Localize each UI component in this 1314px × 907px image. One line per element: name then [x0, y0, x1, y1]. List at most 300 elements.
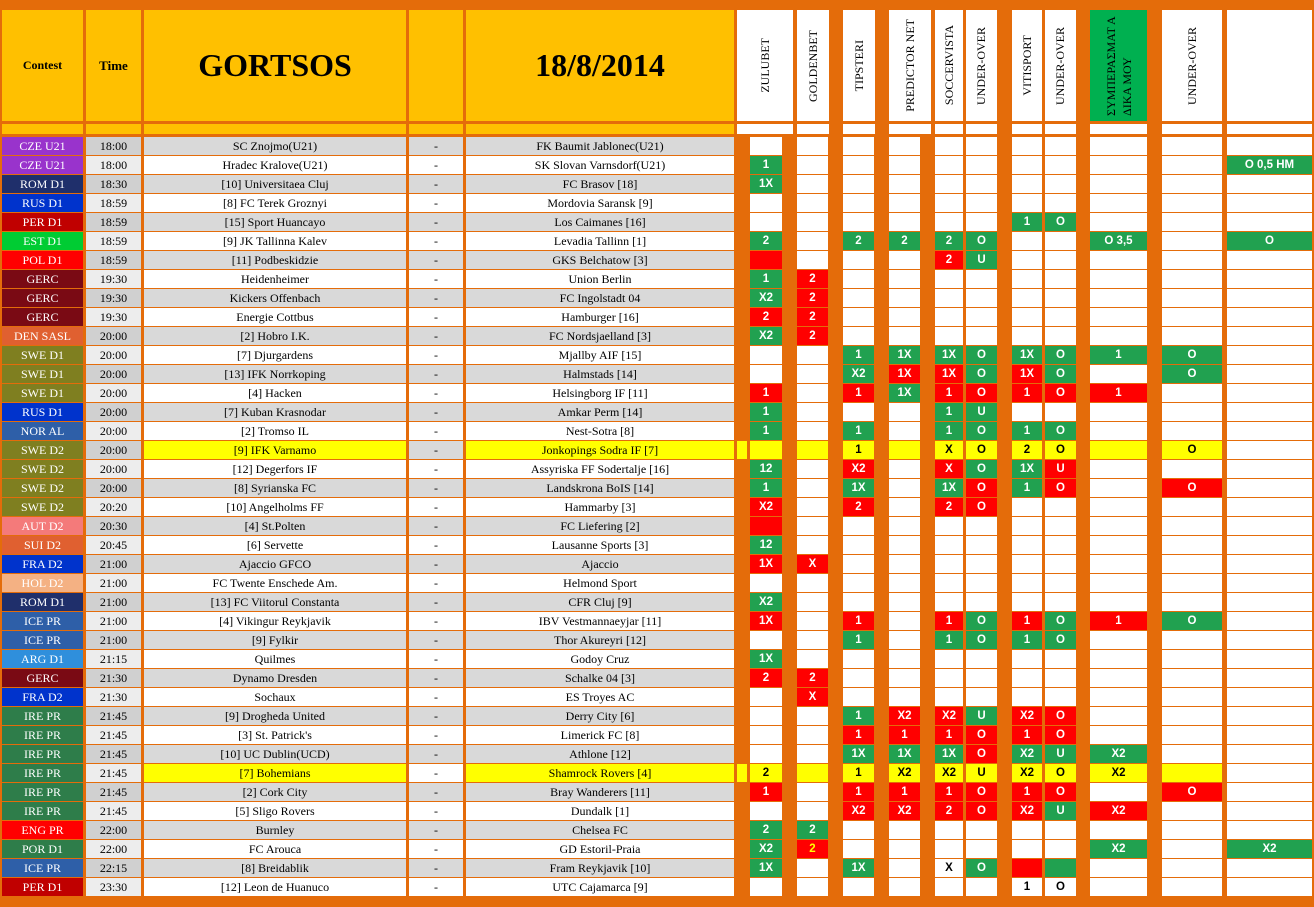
column-header-label: PREDICTOR NET [902, 19, 917, 112]
separator-header [409, 10, 463, 121]
time-cell: 21:45 [86, 764, 141, 782]
tip-cell: O [966, 802, 997, 820]
tip-cell [889, 156, 920, 174]
tip-cell [843, 593, 874, 611]
tip-cell: X2 [1227, 840, 1312, 858]
header-spacer [86, 124, 141, 134]
tip-cell: O [1045, 384, 1076, 402]
tip-cell [935, 688, 963, 706]
tip-cell: 12 [750, 460, 782, 478]
header-spacer [466, 124, 734, 134]
tip-cell [1227, 764, 1312, 782]
league-cell: NOR AL [2, 422, 83, 440]
tip-cell: 1X [750, 555, 782, 573]
league-cell: FRA D2 [2, 688, 83, 706]
tip-cell [889, 460, 920, 478]
tip-cell [797, 365, 828, 383]
tip-cell: U [966, 403, 997, 421]
away-team-cell: Lausanne Sports [3] [466, 536, 734, 554]
tip-cell: X2 [843, 802, 874, 820]
tip-cell: X2 [1012, 764, 1042, 782]
tip-cell [966, 289, 997, 307]
tip-cell [935, 555, 963, 573]
tip-cell [1045, 650, 1076, 668]
tip-cell: X2 [750, 593, 782, 611]
tip-cell: 1 [750, 783, 782, 801]
tip-cell [935, 137, 963, 155]
league-cell: CZE U21 [2, 156, 83, 174]
tip-cell: X2 [1090, 764, 1147, 782]
separator-cell: - [409, 384, 463, 402]
tip-cell: 2 [797, 308, 828, 326]
home-team-cell: [12] Leon de Huanuco [144, 878, 406, 896]
tip-cell [966, 688, 997, 706]
tip-cell [1090, 403, 1147, 421]
tip-cell [797, 517, 828, 535]
league-cell: GERC [2, 289, 83, 307]
home-team-cell: [4] Hacken [144, 384, 406, 402]
tip-cell [843, 270, 874, 288]
tip-cell [1227, 517, 1312, 535]
column-header-label: UNDER-OVER [1184, 26, 1199, 105]
away-team-cell: Hammarby [3] [466, 498, 734, 516]
tip-cell: X2 [843, 460, 874, 478]
tip-cell [1162, 574, 1222, 592]
tip-cell [1090, 327, 1147, 345]
tip-cell: O 0,5 HM [1227, 156, 1312, 174]
tip-cell [797, 859, 828, 877]
tip-cell [1090, 574, 1147, 592]
tip-cell [935, 574, 963, 592]
home-team-cell: Sochaux [144, 688, 406, 706]
column-header-label: UNDER-OVER [974, 26, 988, 105]
tip-cell [1012, 574, 1042, 592]
tip-cell [1162, 175, 1222, 193]
tip-cell [843, 688, 874, 706]
tip-cell [843, 821, 874, 839]
tip-cell: 1X [750, 650, 782, 668]
tip-cell: X2 [750, 840, 782, 858]
tip-cell [1162, 403, 1222, 421]
tip-cell [966, 650, 997, 668]
tip-cell: O [966, 384, 997, 402]
tip-cell [889, 175, 920, 193]
tip-cell [966, 593, 997, 611]
tip-cell: 1 [1012, 726, 1042, 744]
away-team-cell: Godoy Cruz [466, 650, 734, 668]
home-team-cell: [10] Angelholms FF [144, 498, 406, 516]
tip-cell [1012, 821, 1042, 839]
tip-cell [889, 251, 920, 269]
tip-cell [1090, 137, 1147, 155]
tip-cell [889, 669, 920, 687]
tip-cell [1162, 194, 1222, 212]
tip-cell [1162, 137, 1222, 155]
separator-cell: - [409, 213, 463, 231]
tip-cell [889, 536, 920, 554]
separator-cell: - [409, 688, 463, 706]
separator-cell: - [409, 821, 463, 839]
tip-cell: X2 [750, 327, 782, 345]
league-cell: ICE PR [2, 612, 83, 630]
tip-cell: 2 [935, 498, 963, 516]
column-header-7 [1012, 10, 1042, 121]
tip-cell: X2 [935, 764, 963, 782]
tip-cell: X2 [1012, 707, 1042, 725]
tip-cell [1227, 308, 1312, 326]
separator-cell: - [409, 403, 463, 421]
tip-cell: 1 [935, 422, 963, 440]
tip-cell [1227, 878, 1312, 896]
separator-cell: - [409, 175, 463, 193]
tip-cell [797, 745, 828, 763]
tip-cell: 2 [797, 821, 828, 839]
tip-cell [797, 251, 828, 269]
tip-cell [750, 365, 782, 383]
tip-cell [1162, 688, 1222, 706]
tip-cell [1090, 726, 1147, 744]
time-cell: 22:00 [86, 821, 141, 839]
tip-cell: 1 [889, 726, 920, 744]
tip-cell [750, 574, 782, 592]
tip-cell [1045, 840, 1076, 858]
tip-cell [797, 878, 828, 896]
league-cell: FRA D2 [2, 555, 83, 573]
time-cell: 21:30 [86, 688, 141, 706]
tip-cell [1045, 669, 1076, 687]
tip-cell [1162, 650, 1222, 668]
league-cell: ROM D1 [2, 175, 83, 193]
tip-cell: 1 [1012, 631, 1042, 649]
tip-cell: 1X [1012, 346, 1042, 364]
time-cell: 18:59 [86, 232, 141, 250]
away-team-cell: FC Brasov [18] [466, 175, 734, 193]
away-team-cell: FC Nordsjaelland [3] [466, 327, 734, 345]
tip-cell [935, 270, 963, 288]
away-team-cell: Jonkopings Sodra IF [7] [466, 441, 734, 459]
away-team-cell: FC Liefering [2] [466, 517, 734, 535]
tip-cell: 1X [750, 859, 782, 877]
league-cell: SWE D1 [2, 346, 83, 364]
home-team-cell: Heidenheimer [144, 270, 406, 288]
tip-cell [1012, 688, 1042, 706]
tip-cell: O [1045, 441, 1076, 459]
tip-cell [797, 232, 828, 250]
tip-cell [843, 327, 874, 345]
tip-cell: 1X [889, 346, 920, 364]
tip-cell [797, 726, 828, 744]
time-cell: 21:45 [86, 745, 141, 763]
tip-cell [843, 650, 874, 668]
tip-cell [1012, 270, 1042, 288]
separator-cell: - [409, 346, 463, 364]
tip-cell [1227, 327, 1312, 345]
tip-cell: 1 [843, 783, 874, 801]
away-team-cell: Schalke 04 [3] [466, 669, 734, 687]
time-cell: 20:00 [86, 441, 141, 459]
separator-cell: - [409, 232, 463, 250]
separator-cell: - [409, 707, 463, 725]
league-cell: RUS D1 [2, 194, 83, 212]
league-cell: ICE PR [2, 631, 83, 649]
league-cell: SWE D2 [2, 441, 83, 459]
away-team-cell: Los Caimanes [16] [466, 213, 734, 231]
tip-cell: U [966, 764, 997, 782]
league-cell: SWE D1 [2, 365, 83, 383]
column-header-label: ΣΥΜΠΕΡΑΣΜΑΤ Α ΔΙΚΑ ΜΟΥ [1103, 16, 1134, 116]
tip-cell [797, 593, 828, 611]
tip-cell [1227, 707, 1312, 725]
tip-cell [1227, 422, 1312, 440]
tip-cell [966, 194, 997, 212]
tip-cell [1162, 536, 1222, 554]
tip-cell: 2 [750, 232, 782, 250]
separator-cell: - [409, 270, 463, 288]
tip-cell [1090, 308, 1147, 326]
home-team-cell: [12] Degerfors IF [144, 460, 406, 478]
home-team-cell: [10] Universitaea Cluj [144, 175, 406, 193]
tip-cell [1227, 346, 1312, 364]
tip-cell [843, 840, 874, 858]
home-team-cell: SC Znojmo(U21) [144, 137, 406, 155]
tip-cell: 2 [797, 669, 828, 687]
tip-cell [1045, 688, 1076, 706]
tip-cell [1090, 536, 1147, 554]
tip-cell [1045, 232, 1076, 250]
home-team-cell: [8] Syrianska FC [144, 479, 406, 497]
tip-cell [1227, 631, 1312, 649]
tip-cell: O [966, 422, 997, 440]
tip-cell: O [1045, 764, 1076, 782]
tip-cell [1090, 460, 1147, 478]
tip-cell: 2 [750, 821, 782, 839]
tip-cell: 1 [750, 403, 782, 421]
tip-cell: O [1045, 878, 1076, 896]
column-header-label: GOLDENBET [805, 29, 820, 102]
time-cell: 18:59 [86, 194, 141, 212]
tip-cell [1227, 612, 1312, 630]
separator-cell: - [409, 802, 463, 820]
tip-cell [1090, 650, 1147, 668]
tip-cell [750, 346, 782, 364]
separator-cell: - [409, 251, 463, 269]
tip-cell [1090, 707, 1147, 725]
tip-cell [1090, 156, 1147, 174]
tip-cell [1090, 175, 1147, 193]
separator-cell: - [409, 327, 463, 345]
tip-cell [1090, 289, 1147, 307]
tip-cell: 1 [1012, 384, 1042, 402]
league-cell: IRE PR [2, 707, 83, 725]
column-header-10 [1162, 10, 1222, 121]
home-team-cell: [13] IFK Norrkoping [144, 365, 406, 383]
tip-cell: X2 [935, 707, 963, 725]
time-cell: 20:00 [86, 327, 141, 345]
tip-cell [935, 327, 963, 345]
tip-cell [1162, 517, 1222, 535]
tip-cell: O [966, 479, 997, 497]
league-cell: POR D1 [2, 840, 83, 858]
tip-cell [1162, 422, 1222, 440]
tip-cell: 2 [1012, 441, 1042, 459]
tip-cell [1012, 498, 1042, 516]
separator-cell: - [409, 783, 463, 801]
away-team-cell: Amkar Perm [14] [466, 403, 734, 421]
tip-cell: O [1162, 365, 1222, 383]
tip-cell: 1X [843, 859, 874, 877]
tip-cell [966, 270, 997, 288]
tip-cell [750, 688, 782, 706]
tip-cell [1162, 802, 1222, 820]
tip-cell [1090, 669, 1147, 687]
tip-cell [889, 194, 920, 212]
tip-cell [1162, 270, 1222, 288]
tip-cell [843, 213, 874, 231]
tip-cell [1090, 517, 1147, 535]
away-team-cell: Mordovia Saransk [9] [466, 194, 734, 212]
tip-cell [1162, 498, 1222, 516]
tip-cell: 1X [843, 479, 874, 497]
tip-cell [1162, 593, 1222, 611]
tip-cell: 1 [843, 346, 874, 364]
tip-cell [1045, 175, 1076, 193]
separator-cell: - [409, 650, 463, 668]
tip-cell: X [935, 441, 963, 459]
column-header-4 [889, 10, 931, 121]
away-team-cell: Ajaccio [466, 555, 734, 573]
tip-cell: U [1045, 745, 1076, 763]
tip-cell [1012, 194, 1042, 212]
tip-cell [935, 213, 963, 231]
home-team-cell: [3] St. Patrick's [144, 726, 406, 744]
tip-cell: O [1045, 707, 1076, 725]
tip-cell: O [1045, 213, 1076, 231]
tip-cell [1227, 213, 1312, 231]
tip-cell [1162, 631, 1222, 649]
tip-cell [843, 574, 874, 592]
home-team-cell: [9] Fylkir [144, 631, 406, 649]
home-team-cell: [9] Drogheda United [144, 707, 406, 725]
tip-cell [1090, 859, 1147, 877]
tip-cell: O [1045, 726, 1076, 744]
tip-cell [1162, 251, 1222, 269]
tip-cell: 1 [843, 631, 874, 649]
tip-cell [843, 289, 874, 307]
home-team-cell: [11] Podbeskidzie [144, 251, 406, 269]
header-spacer [889, 124, 931, 134]
tip-cell [1227, 574, 1312, 592]
tip-cell [935, 878, 963, 896]
tip-cell [1227, 251, 1312, 269]
tip-cell [797, 194, 828, 212]
header-spacer [966, 124, 997, 134]
tip-cell: O [1045, 365, 1076, 383]
home-team-cell: [2] Cork City [144, 783, 406, 801]
tip-cell [750, 631, 782, 649]
league-cell: POL D1 [2, 251, 83, 269]
separator-cell: - [409, 517, 463, 535]
tip-cell: 1 [843, 707, 874, 725]
tip-cell [966, 308, 997, 326]
tip-cell: 2 [935, 802, 963, 820]
tip-cell [889, 688, 920, 706]
away-team-cell: Athlone [12] [466, 745, 734, 763]
separator-cell: - [409, 479, 463, 497]
home-team-cell: [7] Kuban Krasnodar [144, 403, 406, 421]
tip-cell: 2 [889, 232, 920, 250]
home-team-cell: [15] Sport Huancayo [144, 213, 406, 231]
tip-cell: O [1162, 783, 1222, 801]
column-header-1 [737, 10, 793, 121]
tip-cell: 2 [750, 308, 782, 326]
separator-cell: - [409, 536, 463, 554]
league-cell: ROM D1 [2, 593, 83, 611]
tip-cell: O [966, 441, 997, 459]
away-team-cell: UTC Cajamarca [9] [466, 878, 734, 896]
time-header: Time [86, 10, 141, 121]
away-team-cell: Union Berlin [466, 270, 734, 288]
tip-cell: O [966, 859, 997, 877]
tip-cell [1012, 403, 1042, 421]
tip-cell: 1 [750, 270, 782, 288]
tip-cell [1162, 745, 1222, 763]
tip-cell [889, 593, 920, 611]
tip-cell [750, 194, 782, 212]
separator-cell: - [409, 840, 463, 858]
tip-cell [935, 593, 963, 611]
home-team-cell: [9] JK Tallinna Kalev [144, 232, 406, 250]
time-cell: 19:30 [86, 289, 141, 307]
tip-cell [1012, 840, 1042, 858]
tip-cell: 1 [935, 403, 963, 421]
tip-cell [797, 764, 828, 782]
tip-cell: 1X [889, 745, 920, 763]
home-team-cell: Burnley [144, 821, 406, 839]
tip-cell: O [1227, 232, 1312, 250]
column-header-label: UNDER-OVER [1053, 26, 1067, 105]
home-team-cell: Dynamo Dresden [144, 669, 406, 687]
tip-cell [1090, 422, 1147, 440]
away-team-cell: Halmstads [14] [466, 365, 734, 383]
tip-cell [1090, 270, 1147, 288]
tip-cell: X2 [843, 365, 874, 383]
tip-cell [1090, 555, 1147, 573]
tip-cell [889, 878, 920, 896]
column-header-11 [1227, 10, 1312, 121]
tip-cell [889, 479, 920, 497]
tip-cell [1162, 308, 1222, 326]
tip-cell: 1 [750, 384, 782, 402]
tip-cell: 1 [935, 726, 963, 744]
tip-cell: 1 [935, 384, 963, 402]
tip-cell [1045, 308, 1076, 326]
league-cell: IRE PR [2, 802, 83, 820]
tip-cell: X [935, 859, 963, 877]
tip-cell: O [1045, 631, 1076, 649]
tip-cell: 1 [1090, 384, 1147, 402]
tip-cell [1090, 441, 1147, 459]
tip-cell [1162, 840, 1222, 858]
tip-cell: X2 [889, 802, 920, 820]
tip-cell: 2 [843, 498, 874, 516]
tip-cell [1012, 669, 1042, 687]
tip-cell: 1X [935, 745, 963, 763]
tip-cell [843, 555, 874, 573]
tip-cell [1012, 517, 1042, 535]
tip-cell: X2 [1090, 802, 1147, 820]
tip-cell [889, 422, 920, 440]
tip-cell: O [1045, 346, 1076, 364]
